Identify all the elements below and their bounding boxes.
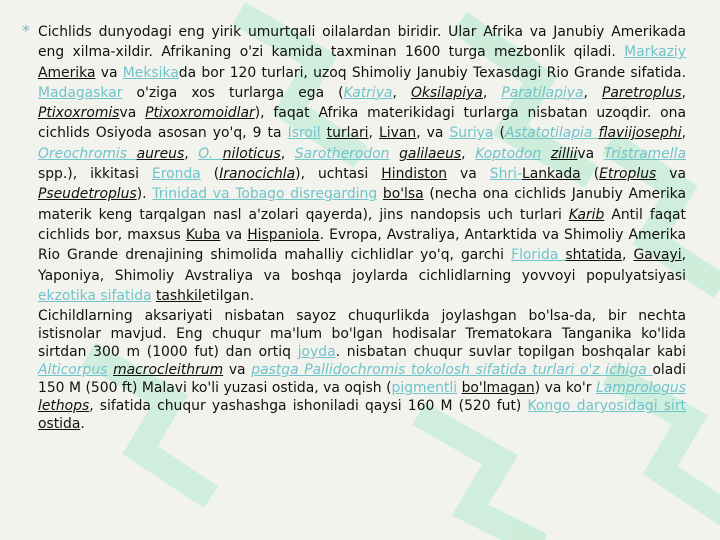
link[interactable]: flaviijosephi	[598, 125, 682, 142]
text: ,	[368, 125, 380, 142]
text: va	[447, 166, 490, 183]
link[interactable]: Sarotherodon	[294, 145, 390, 162]
link[interactable]: Kuba	[185, 226, 221, 243]
text: , va	[416, 125, 450, 142]
text: Cichlids dunyodagi eng yirik umurtqali oilalardan biridir. Ular Afrika va Janubiy Amerikada eng xilma-xildir. Afrikaning o'zi kamida taxminan 1600 turga mezbonlik qiladi.	[38, 24, 686, 61]
text: (	[580, 166, 600, 183]
link[interactable]: Ptixoxromis	[38, 105, 120, 122]
link[interactable]: ostida	[38, 416, 81, 433]
link[interactable]: bo'lsa	[382, 186, 424, 203]
link[interactable]: Florida	[511, 247, 566, 264]
text: , Yaponiya, Shimoliy Avstraliya va boshqa joylarda cichlidlarning yovvoyi populyatsiyasi	[38, 247, 686, 284]
link[interactable]: Markaziy	[624, 44, 686, 61]
bullet-icon: *	[22, 21, 30, 40]
link[interactable]: galilaeus	[399, 145, 462, 162]
text: . nisbatan chuqur suvlar topilgan boshqalar kabi	[335, 344, 686, 361]
link[interactable]: Pseudetroplus	[38, 186, 137, 203]
link[interactable]: Livan	[379, 125, 417, 142]
text: ,	[392, 84, 411, 101]
link[interactable]: O.	[198, 145, 223, 162]
text: ,	[184, 145, 199, 162]
text	[389, 146, 399, 162]
link[interactable]: Meksika	[122, 64, 179, 81]
text: va	[119, 105, 146, 122]
text: ,	[681, 84, 686, 101]
link[interactable]: Alticorpus	[38, 362, 108, 379]
document-body	[22, 21, 687, 433]
text: ) va ko'r	[534, 380, 596, 397]
paragraph-distribution	[38, 22, 686, 306]
link[interactable]: Oksilapiya	[410, 84, 483, 101]
link[interactable]: Hispaniola	[247, 226, 320, 243]
text: ,	[280, 145, 295, 162]
link[interactable]: Hindiston	[381, 166, 448, 183]
text: ).	[136, 186, 153, 203]
text: ,	[482, 84, 502, 101]
link[interactable]: Suriya	[449, 125, 494, 142]
text: ,	[461, 145, 476, 162]
text: (	[493, 125, 505, 142]
link[interactable]: Trinidad va Tobago disregarding	[152, 186, 378, 203]
paragraph-depth	[38, 307, 686, 433]
link[interactable]: Kongo daryosidagi sirt	[527, 398, 686, 415]
link[interactable]: pigmentli	[391, 380, 458, 397]
text: o'ziga xos turlarga ega (	[122, 84, 344, 101]
text: Cichildlarning aksariyati nisbatan sayoz chuqurlikda joylashgan bo'lsa-da, bir nechta istisnolar mavjud. Eng chuqur ma'lum bo'lgan hodisalar Trematokara Tanganika ko'lida sirtdan 300 m (1000 fut) dan ortiq	[38, 308, 686, 361]
link[interactable]: pastga Pallidochromis tokolosh sifatida turlari o'z ichiga	[251, 362, 653, 379]
link[interactable]: shtatida	[565, 247, 623, 264]
text: ,	[622, 247, 634, 264]
link[interactable]: Katriya	[343, 84, 393, 101]
text: (	[200, 166, 220, 183]
link[interactable]: Koptodon	[475, 145, 542, 162]
text: va	[577, 145, 604, 162]
link[interactable]: Oreochromis	[38, 145, 137, 162]
text: ,	[583, 84, 603, 101]
link[interactable]: Tristramella	[603, 145, 686, 162]
link[interactable]: macrocleithrum	[113, 362, 224, 379]
text: , sifatida chuqur yashashga ishoniladi qaysi 160 M (520 fut)	[89, 398, 528, 415]
text: da bor 120 turlari, uzoq Shimoliy Janubiy Texasdagi Rio Grande sifatida.	[178, 64, 686, 81]
link[interactable]: turlari	[326, 125, 369, 142]
link[interactable]: Madagaskar	[38, 84, 123, 101]
text: .	[80, 416, 85, 433]
link[interactable]: Iranocichla	[219, 166, 296, 183]
text: oladi 150 M (500 ft) Malavi ko'li yuzasi ostida, va oqish (	[38, 362, 686, 397]
link[interactable]: Lamprologus	[595, 380, 686, 397]
text: va	[220, 226, 248, 243]
link[interactable]: Karib	[568, 206, 605, 223]
link[interactable]: Paratilapiya	[501, 84, 584, 101]
link[interactable]: Astatotilapia	[504, 125, 599, 142]
text: va	[223, 362, 252, 379]
link[interactable]: joyda	[297, 344, 336, 361]
link[interactable]: lethops	[38, 398, 90, 415]
link[interactable]: bo'lmagan	[461, 380, 535, 397]
link[interactable]: Eronda	[151, 166, 201, 183]
text: va	[95, 64, 123, 81]
text: Antil faqat cichlids bor, maxsus	[38, 206, 686, 243]
link[interactable]: Gavayi	[633, 247, 682, 264]
text: va	[656, 166, 687, 183]
link[interactable]: Isroil	[287, 125, 321, 142]
text: etilgan.	[201, 287, 254, 304]
text: spp.), ikkitasi	[38, 166, 152, 183]
link[interactable]: zillii	[550, 145, 578, 162]
link[interactable]: tashkil	[155, 287, 202, 304]
link[interactable]: niloticus	[222, 145, 281, 162]
watermark-shape-5	[430, 420, 530, 540]
link[interactable]: Ptixoxromoidlar	[145, 105, 255, 122]
text: . Evropa, Avstraliya, Antarktida va Shimoliy Amerika Rio Grande drenajining shimolida mahalliy cichlidlar yo'q, garchi	[38, 226, 686, 264]
link[interactable]: Paretroplus	[602, 84, 682, 101]
link[interactable]: aureus	[136, 145, 185, 162]
text: (necha ona cichlids Janubiy Amerika materik keng tarqalgan nasl a'zolari qayerda), jins nandopsis uch turlari	[38, 186, 686, 223]
link[interactable]: Shri-	[489, 166, 522, 183]
link[interactable]: Lankada	[522, 166, 581, 183]
link[interactable]: ekzotika sifatida	[38, 287, 152, 304]
link[interactable]: Amerika	[38, 64, 96, 81]
link[interactable]: Etroplus	[599, 166, 657, 183]
text: ,	[681, 125, 686, 142]
text	[541, 146, 551, 162]
text: ), uchtasi	[295, 166, 382, 183]
text: ), faqat Afrika materikidagi turlarga nisbatan uzoqdir. ona cichlids Osiyoda asosan yo'q, 9 ta	[38, 105, 686, 142]
